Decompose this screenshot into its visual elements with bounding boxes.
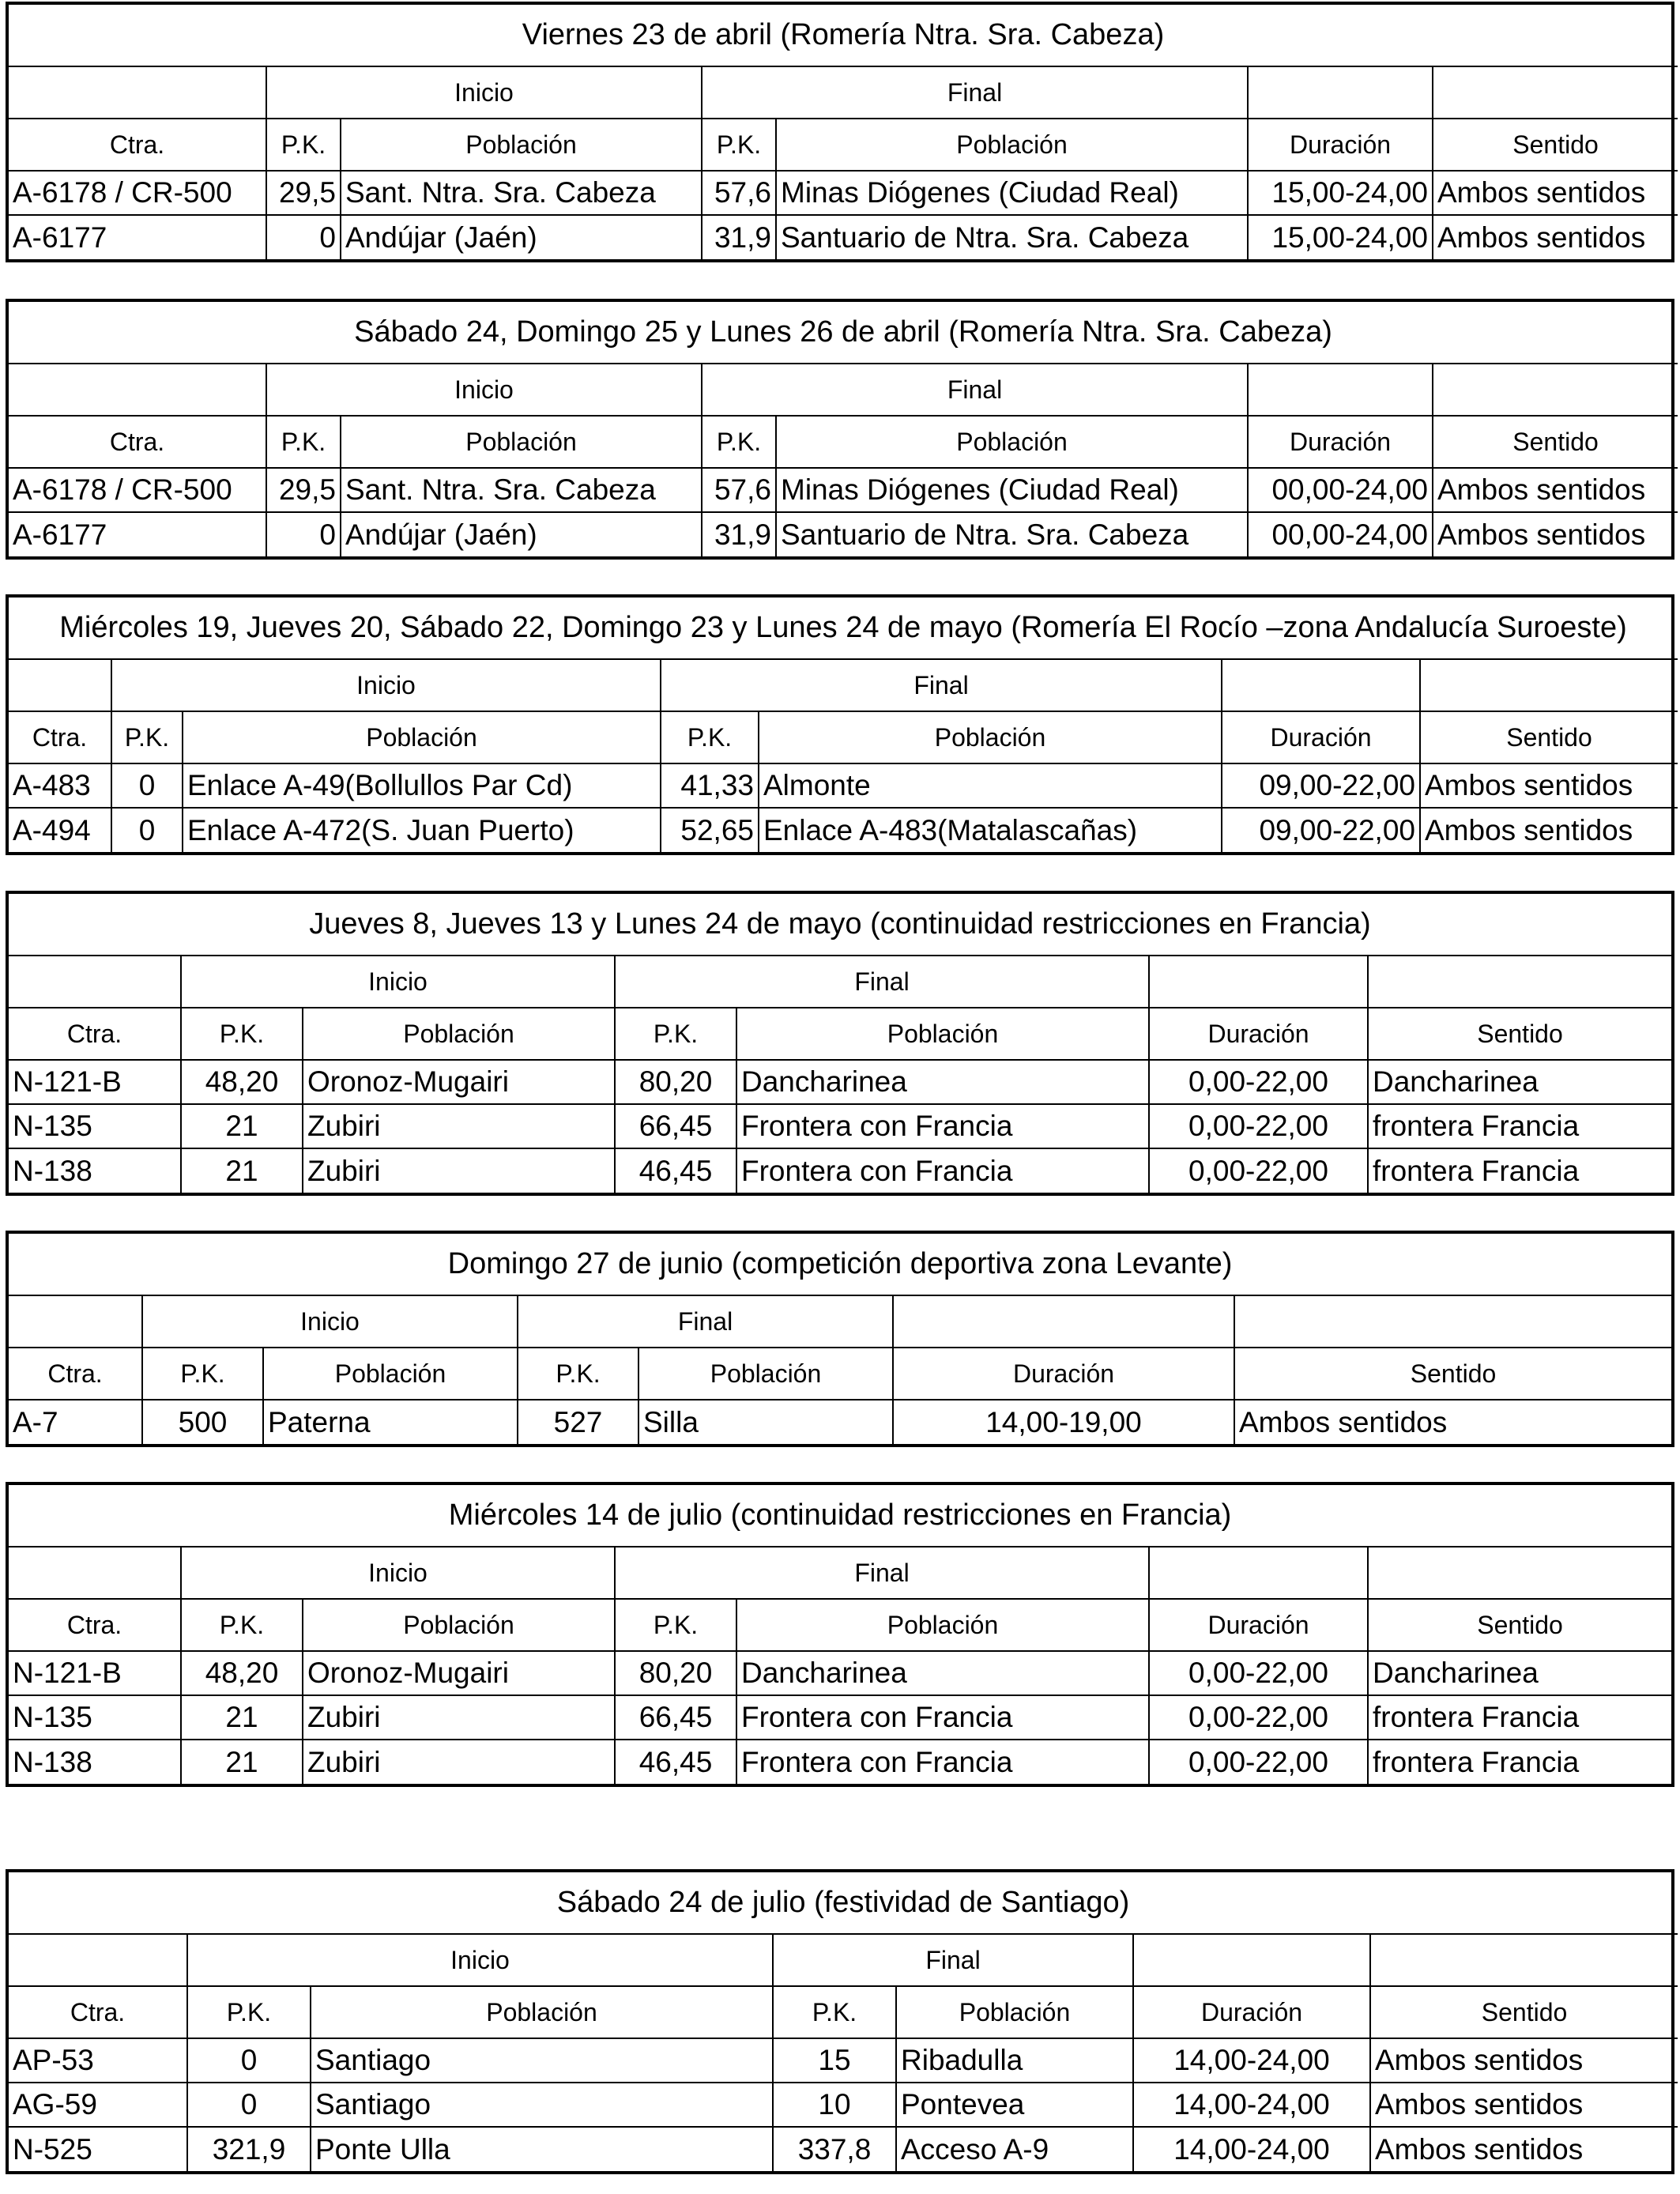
col-header-pk: P.K. bbox=[266, 416, 341, 468]
col-header-poblacion: Población bbox=[303, 1008, 615, 1060]
cell-poblacion-inicio: Santiago bbox=[311, 2038, 773, 2083]
cell-poblacion-final: Acceso A-9 bbox=[896, 2127, 1133, 2171]
cell-poblacion-final: Pontevea bbox=[896, 2083, 1133, 2127]
cell-ctra: N-135 bbox=[9, 1695, 181, 1740]
cell-sentido: Ambos sentidos bbox=[1370, 2127, 1678, 2171]
col-header-pk: P.K. bbox=[615, 1599, 736, 1651]
cell-poblacion-inicio: Zubiri bbox=[303, 1104, 615, 1148]
cell-ctra: A-483 bbox=[9, 763, 111, 808]
col-header-poblacion: Población bbox=[776, 416, 1248, 468]
col-header-duracion: Duración bbox=[1248, 416, 1433, 468]
cell-poblacion-inicio: Oronoz-Mugairi bbox=[303, 1060, 615, 1104]
restriction-table bbox=[6, 1482, 1674, 1787]
cell-ctra: N-138 bbox=[9, 1740, 181, 1784]
cell-ctra: A-6177 bbox=[9, 512, 266, 556]
table-row bbox=[9, 171, 1678, 215]
col-header-ctra: Ctra. bbox=[9, 1008, 181, 1060]
cell-ctra: N-135 bbox=[9, 1104, 181, 1148]
cell-pk-final: 337,8 bbox=[773, 2127, 896, 2171]
col-header-duracion: Duración bbox=[893, 1348, 1234, 1400]
cell-ctra: A-494 bbox=[9, 808, 111, 852]
cell-poblacion-inicio: Sant. Ntra. Sra. Cabeza bbox=[341, 171, 702, 215]
cell-sentido: Ambos sentidos bbox=[1370, 2083, 1678, 2127]
col-header-pk: P.K. bbox=[702, 416, 776, 468]
table-title: Miércoles 14 de julio (continuidad restricciones en Francia) bbox=[9, 1485, 1671, 1547]
col-header-ctra: Ctra. bbox=[9, 1348, 142, 1400]
cell-duracion: 0,00-22,00 bbox=[1149, 1651, 1368, 1695]
cell-ctra: N-121-B bbox=[9, 1651, 181, 1695]
cell-poblacion-final: Dancharinea bbox=[736, 1651, 1149, 1695]
table-title: Viernes 23 de abril (Romería Ntra. Sra. Cabeza) bbox=[9, 5, 1678, 66]
cell-duracion: 0,00-22,00 bbox=[1149, 1104, 1368, 1148]
group-header-final: Final bbox=[615, 956, 1149, 1008]
table-row bbox=[9, 215, 1678, 259]
group-header-inicio: Inicio bbox=[181, 956, 615, 1008]
cell-poblacion-inicio: Ponte Ulla bbox=[311, 2127, 773, 2171]
table-title: Jueves 8, Jueves 13 y Lunes 24 de mayo (continuidad restricciones en Francia) bbox=[9, 894, 1671, 956]
cell-ctra: A-7 bbox=[9, 1400, 142, 1444]
col-header-pk: P.K. bbox=[181, 1599, 303, 1651]
cell-duracion: 14,00-24,00 bbox=[1133, 2083, 1370, 2127]
cell-poblacion-inicio: Enlace A-49(Bollullos Par Cd) bbox=[183, 763, 661, 808]
cell-poblacion-inicio: Zubiri bbox=[303, 1695, 615, 1740]
cell-pk-final: 41,33 bbox=[661, 763, 759, 808]
cell-pk-inicio: 500 bbox=[142, 1400, 263, 1444]
cell-pk-final: 31,9 bbox=[702, 215, 776, 259]
cell-sentido: Dancharinea bbox=[1368, 1060, 1671, 1104]
cell-pk-inicio: 29,5 bbox=[266, 468, 341, 512]
cell-pk-final: 80,20 bbox=[615, 1060, 736, 1104]
col-header-poblacion: Población bbox=[341, 119, 702, 171]
cell-sentido: Ambos sentidos bbox=[1370, 2038, 1678, 2083]
cell-pk-inicio: 21 bbox=[181, 1695, 303, 1740]
cell-duracion: 09,00-22,00 bbox=[1222, 763, 1420, 808]
cell-sentido: frontera Francia bbox=[1368, 1740, 1671, 1784]
cell-duracion: 00,00-24,00 bbox=[1248, 512, 1433, 556]
col-header-poblacion: Población bbox=[759, 711, 1222, 763]
cell-duracion: 0,00-22,00 bbox=[1149, 1148, 1368, 1193]
cell-poblacion-inicio: Santiago bbox=[311, 2083, 773, 2127]
cell-ctra: A-6178 / CR-500 bbox=[9, 468, 266, 512]
cell-poblacion-final: Santuario de Ntra. Sra. Cabeza bbox=[776, 512, 1248, 556]
cell-poblacion-inicio: Paterna bbox=[263, 1400, 518, 1444]
cell-ctra: A-6177 bbox=[9, 215, 266, 259]
cell-pk-inicio: 0 bbox=[111, 808, 183, 852]
cell-poblacion-final: Almonte bbox=[759, 763, 1222, 808]
cell-ctra: N-138 bbox=[9, 1148, 181, 1193]
cell-pk-inicio: 0 bbox=[187, 2038, 311, 2083]
restriction-table bbox=[6, 1231, 1674, 1447]
cell-pk-final: 52,65 bbox=[661, 808, 759, 852]
col-header-poblacion: Población bbox=[896, 1986, 1133, 2038]
cell-ctra: N-121-B bbox=[9, 1060, 181, 1104]
col-header-pk: P.K. bbox=[702, 119, 776, 171]
cell-sentido: Ambos sentidos bbox=[1433, 468, 1678, 512]
col-header-pk: P.K. bbox=[111, 711, 183, 763]
table-row bbox=[9, 808, 1678, 852]
table-row bbox=[9, 512, 1678, 556]
col-header-duracion: Duración bbox=[1133, 1986, 1370, 2038]
table-row bbox=[9, 468, 1678, 512]
cell-pk-final: 46,45 bbox=[615, 1148, 736, 1193]
cell-pk-final: 46,45 bbox=[615, 1740, 736, 1784]
cell-poblacion-final: Santuario de Ntra. Sra. Cabeza bbox=[776, 215, 1248, 259]
col-header-poblacion: Población bbox=[776, 119, 1248, 171]
cell-pk-inicio: 21 bbox=[181, 1148, 303, 1193]
table-title: Sábado 24 de julio (festividad de Santiago) bbox=[9, 1872, 1678, 1934]
col-header-pk: P.K. bbox=[615, 1008, 736, 1060]
col-header-sentido: Sentido bbox=[1433, 416, 1678, 468]
col-header-ctra: Ctra. bbox=[9, 711, 111, 763]
col-header-pk: P.K. bbox=[142, 1348, 263, 1400]
cell-poblacion-inicio: Zubiri bbox=[303, 1740, 615, 1784]
cell-poblacion-final: Silla bbox=[638, 1400, 893, 1444]
col-header-duracion: Duración bbox=[1149, 1599, 1368, 1651]
cell-poblacion-final: Frontera con Francia bbox=[736, 1104, 1149, 1148]
cell-pk-final: 80,20 bbox=[615, 1651, 736, 1695]
col-header-pk: P.K. bbox=[266, 119, 341, 171]
cell-sentido: frontera Francia bbox=[1368, 1148, 1671, 1193]
table-row bbox=[9, 2127, 1678, 2171]
table-row bbox=[9, 1104, 1671, 1148]
table-row bbox=[9, 2083, 1678, 2127]
col-header-ctra: Ctra. bbox=[9, 416, 266, 468]
cell-pk-final: 57,6 bbox=[702, 171, 776, 215]
col-header-pk: P.K. bbox=[661, 711, 759, 763]
group-header-inicio: Inicio bbox=[181, 1547, 615, 1599]
cell-sentido: Ambos sentidos bbox=[1433, 215, 1678, 259]
col-header-pk: P.K. bbox=[187, 1986, 311, 2038]
col-header-sentido: Sentido bbox=[1368, 1599, 1671, 1651]
group-header-inicio: Inicio bbox=[266, 66, 702, 119]
restriction-table bbox=[6, 299, 1674, 560]
col-header-poblacion: Población bbox=[736, 1599, 1149, 1651]
cell-sentido: frontera Francia bbox=[1368, 1104, 1671, 1148]
table-row bbox=[9, 1148, 1671, 1193]
col-header-poblacion: Población bbox=[638, 1348, 893, 1400]
cell-duracion: 14,00-24,00 bbox=[1133, 2038, 1370, 2083]
cell-poblacion-final: Frontera con Francia bbox=[736, 1148, 1149, 1193]
col-header-pk: P.K. bbox=[773, 1986, 896, 2038]
cell-poblacion-final: Frontera con Francia bbox=[736, 1695, 1149, 1740]
col-header-ctra: Ctra. bbox=[9, 119, 266, 171]
group-header-final: Final bbox=[702, 66, 1248, 119]
table-title: Sábado 24, Domingo 25 y Lunes 26 de abril (Romería Ntra. Sra. Cabeza) bbox=[9, 302, 1678, 364]
cell-duracion: 0,00-22,00 bbox=[1149, 1740, 1368, 1784]
restriction-table bbox=[6, 2, 1674, 262]
cell-ctra: A-6178 / CR-500 bbox=[9, 171, 266, 215]
table-title: Miércoles 19, Jueves 20, Sábado 22, Domingo 23 y Lunes 24 de mayo (Romería El Rocío –zona Andalucía Suroeste) bbox=[9, 598, 1678, 659]
cell-pk-final: 15 bbox=[773, 2038, 896, 2083]
cell-poblacion-final: Dancharinea bbox=[736, 1060, 1149, 1104]
table-row bbox=[9, 1651, 1671, 1695]
cell-pk-final: 66,45 bbox=[615, 1695, 736, 1740]
cell-pk-inicio: 21 bbox=[181, 1740, 303, 1784]
restriction-table bbox=[6, 1869, 1674, 2174]
group-header-final: Final bbox=[661, 659, 1222, 711]
cell-pk-final: 57,6 bbox=[702, 468, 776, 512]
cell-sentido: Ambos sentidos bbox=[1433, 171, 1678, 215]
cell-poblacion-inicio: Sant. Ntra. Sra. Cabeza bbox=[341, 468, 702, 512]
cell-poblacion-final: Minas Diógenes (Ciudad Real) bbox=[776, 171, 1248, 215]
col-header-sentido: Sentido bbox=[1370, 1986, 1678, 2038]
col-header-pk: P.K. bbox=[518, 1348, 638, 1400]
group-header-inicio: Inicio bbox=[266, 364, 702, 416]
cell-duracion: 09,00-22,00 bbox=[1222, 808, 1420, 852]
cell-sentido: frontera Francia bbox=[1368, 1695, 1671, 1740]
cell-poblacion-inicio: Andújar (Jaén) bbox=[341, 215, 702, 259]
table-row bbox=[9, 763, 1678, 808]
col-header-ctra: Ctra. bbox=[9, 1986, 187, 2038]
col-header-poblacion: Población bbox=[341, 416, 702, 468]
cell-poblacion-inicio: Andújar (Jaén) bbox=[341, 512, 702, 556]
cell-poblacion-final: Ribadulla bbox=[896, 2038, 1133, 2083]
cell-poblacion-inicio: Oronoz-Mugairi bbox=[303, 1651, 615, 1695]
cell-sentido: Ambos sentidos bbox=[1420, 763, 1678, 808]
cell-ctra: AP-53 bbox=[9, 2038, 187, 2083]
cell-sentido: Ambos sentidos bbox=[1234, 1400, 1671, 1444]
cell-duracion: 0,00-22,00 bbox=[1149, 1695, 1368, 1740]
table-row bbox=[9, 1695, 1671, 1740]
cell-poblacion-inicio: Enlace A-472(S. Juan Puerto) bbox=[183, 808, 661, 852]
group-header-inicio: Inicio bbox=[187, 1934, 773, 1986]
cell-sentido: Ambos sentidos bbox=[1433, 512, 1678, 556]
cell-duracion: 15,00-24,00 bbox=[1248, 215, 1433, 259]
group-header-inicio: Inicio bbox=[142, 1295, 518, 1348]
col-header-poblacion: Población bbox=[736, 1008, 1149, 1060]
cell-pk-inicio: 0 bbox=[187, 2083, 311, 2127]
cell-duracion: 00,00-24,00 bbox=[1248, 468, 1433, 512]
cell-sentido: Dancharinea bbox=[1368, 1651, 1671, 1695]
col-header-sentido: Sentido bbox=[1368, 1008, 1671, 1060]
cell-pk-final: 66,45 bbox=[615, 1104, 736, 1148]
cell-sentido: Ambos sentidos bbox=[1420, 808, 1678, 852]
col-header-duracion: Duración bbox=[1222, 711, 1420, 763]
cell-poblacion-final: Enlace A-483(Matalascañas) bbox=[759, 808, 1222, 852]
col-header-sentido: Sentido bbox=[1234, 1348, 1671, 1400]
group-header-final: Final bbox=[702, 364, 1248, 416]
cell-ctra: AG-59 bbox=[9, 2083, 187, 2127]
cell-duracion: 0,00-22,00 bbox=[1149, 1060, 1368, 1104]
table-row bbox=[9, 2038, 1678, 2083]
cell-pk-inicio: 0 bbox=[266, 215, 341, 259]
cell-poblacion-final: Frontera con Francia bbox=[736, 1740, 1149, 1784]
cell-pk-inicio: 21 bbox=[181, 1104, 303, 1148]
restriction-table bbox=[6, 594, 1674, 855]
group-header-final: Final bbox=[518, 1295, 893, 1348]
cell-pk-inicio: 321,9 bbox=[187, 2127, 311, 2171]
col-header-sentido: Sentido bbox=[1420, 711, 1678, 763]
group-header-inicio: Inicio bbox=[111, 659, 661, 711]
cell-duracion: 14,00-19,00 bbox=[893, 1400, 1234, 1444]
cell-poblacion-inicio: Zubiri bbox=[303, 1148, 615, 1193]
col-header-duracion: Duración bbox=[1248, 119, 1433, 171]
col-header-poblacion: Población bbox=[303, 1599, 615, 1651]
col-header-poblacion: Población bbox=[311, 1986, 773, 2038]
restriction-table bbox=[6, 891, 1674, 1196]
cell-poblacion-final: Minas Diógenes (Ciudad Real) bbox=[776, 468, 1248, 512]
cell-pk-final: 31,9 bbox=[702, 512, 776, 556]
col-header-pk: P.K. bbox=[181, 1008, 303, 1060]
col-header-ctra: Ctra. bbox=[9, 1599, 181, 1651]
cell-ctra: N-525 bbox=[9, 2127, 187, 2171]
cell-pk-inicio: 48,20 bbox=[181, 1651, 303, 1695]
col-header-poblacion: Población bbox=[263, 1348, 518, 1400]
cell-duracion: 15,00-24,00 bbox=[1248, 171, 1433, 215]
table-row bbox=[9, 1400, 1671, 1444]
cell-pk-inicio: 0 bbox=[111, 763, 183, 808]
col-header-sentido: Sentido bbox=[1433, 119, 1678, 171]
col-header-duracion: Duración bbox=[1149, 1008, 1368, 1060]
cell-pk-inicio: 48,20 bbox=[181, 1060, 303, 1104]
col-header-poblacion: Población bbox=[183, 711, 661, 763]
cell-pk-inicio: 0 bbox=[266, 512, 341, 556]
table-row bbox=[9, 1060, 1671, 1104]
group-header-final: Final bbox=[615, 1547, 1149, 1599]
table-row bbox=[9, 1740, 1671, 1784]
cell-pk-final: 10 bbox=[773, 2083, 896, 2127]
cell-pk-final: 527 bbox=[518, 1400, 638, 1444]
table-title: Domingo 27 de junio (competición deportiva zona Levante) bbox=[9, 1234, 1671, 1295]
group-header-final: Final bbox=[773, 1934, 1133, 1986]
cell-duracion: 14,00-24,00 bbox=[1133, 2127, 1370, 2171]
cell-pk-inicio: 29,5 bbox=[266, 171, 341, 215]
